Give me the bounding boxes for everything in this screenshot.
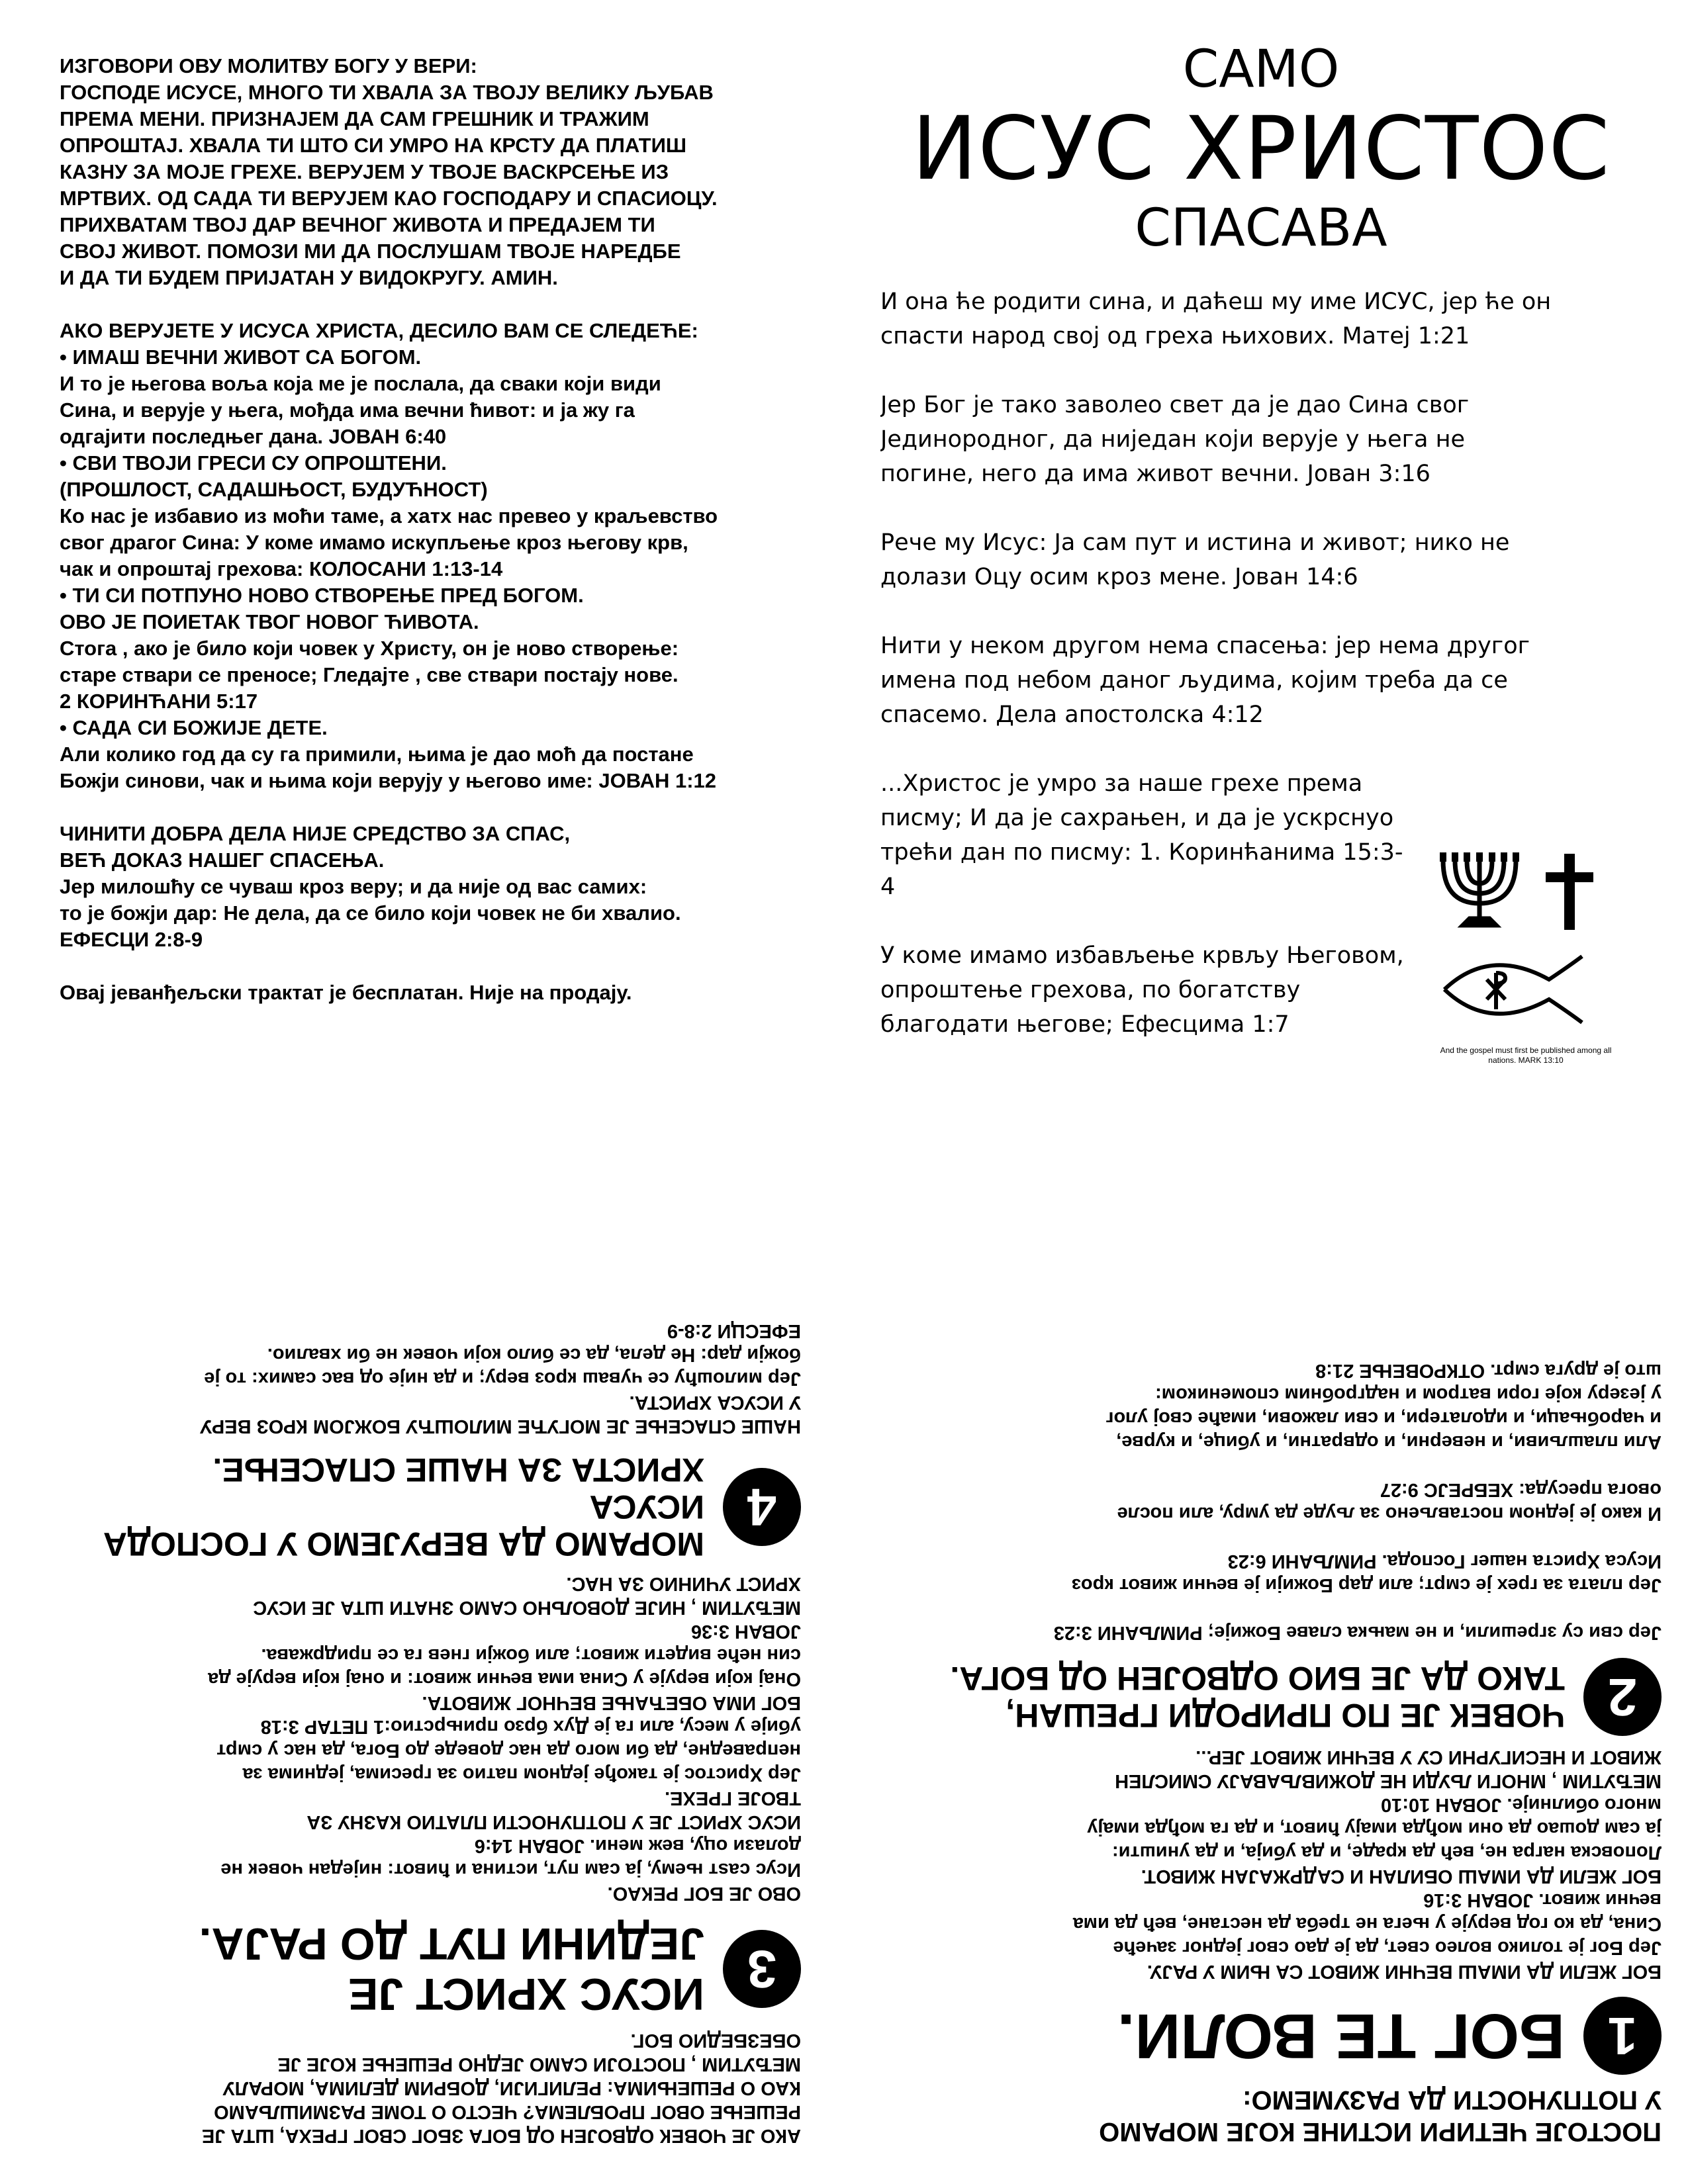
believe-text bbox=[60, 344, 827, 794]
believe-line: 2 КОРИНЋАНИ 5:17 bbox=[60, 690, 258, 713]
truth-3-number-badge: 3 bbox=[723, 1930, 801, 2008]
works-line: ЕФЕСЦИ 2:8-9 bbox=[60, 928, 203, 951]
t3-intro-line: РЕШЕЊЕ ОВОГ ПРОБЛЕМА? ЧЕСТО О ТОМЕ РАЗМИШЉАМО bbox=[214, 2101, 801, 2122]
truth-1-heading-text: БОГ ТЕ ВОЛИ. bbox=[1117, 2001, 1565, 2071]
symbol-caption: And the gospel must first be published among all nations. MARK 13:10 bbox=[1440, 1046, 1612, 1065]
menorah-icon bbox=[1440, 852, 1519, 925]
believe-line: Сина, и верује у њега, мођда има вечни ћивот: и ја жу га bbox=[60, 398, 635, 422]
cross-icon bbox=[1546, 854, 1593, 930]
t2-line: у језеру које гори ватром и надгробним споменикoм: bbox=[1155, 1384, 1662, 1405]
believe-line: Ко нас је избавио из моћи таме, а хатх нас превео у краљевство bbox=[60, 504, 718, 527]
t3-line: МЕЂУТИМ , НИЈЕ ДОВОЉНО САМО ЗНАТИ ШТА ЈЕ ИСУС bbox=[253, 1597, 801, 1618]
t4-line: Јер милошћу се чуваш кроз веру; и да није од вас самих: то је bbox=[204, 1368, 801, 1389]
believe-line: (ПРОШЛОСТ, САДАШЊОСТ, БУДУЋНОСТ) bbox=[60, 478, 488, 501]
truth-2-heading-line-2: ТАКО ДА ЈЕ БИО ОДВОЈЕН ОД БОГА. bbox=[950, 1660, 1565, 1697]
prayer-line: ОПРОШТАЈ. ХВАЛА ТИ ШТО СИ УМРО НА КРСТУ ДА ПЛАТИШ bbox=[60, 134, 687, 157]
t4-line: ЕФЕСЦИ 2:8-9 bbox=[667, 1320, 801, 1342]
title-bottom: СПАСАВА bbox=[1135, 199, 1387, 258]
t3-line: Онај који верује у Сина има вечни живот: и онај који верује да bbox=[208, 1668, 801, 1690]
truth-2-heading-line-1: ЧОВЕК ЈЕ ПО ПРИРОДИ ГРЕШАН, bbox=[1006, 1697, 1565, 1734]
t3-line: ТВОЈЕ ГРЕХЕ. bbox=[665, 1788, 801, 1809]
t1-line: ја сам дошао да они мођда имају ћивот, и да га мођда имају bbox=[1087, 1818, 1662, 1839]
t3-line: ХРИСТ УЧИНИО ЗА НАС. bbox=[566, 1573, 801, 1594]
prayer-panel bbox=[60, 53, 827, 1032]
t3-line: ОВО ЈЕ БОГ РЕКАО. bbox=[607, 1883, 801, 1904]
t1-line: вечни живот. ЈОВАН 3:16 bbox=[1423, 1889, 1662, 1911]
t1-line: БОГ ЖЕЛИ ДА ИМАШ ОБИЛАН И САДРЖАЈАН ЖИВОТ. bbox=[1141, 1866, 1662, 1887]
title-panel bbox=[880, 40, 1642, 1072]
prayer-text bbox=[60, 79, 827, 291]
t4-line: божји дар: Не дела, да се било који човек не би хвалио. bbox=[267, 1344, 801, 1365]
truth-4-heading-line-2: ХРИСТА ЗА НАШЕ СПАСЕЊЕ. bbox=[212, 1451, 704, 1488]
prayer-line: ГОСПОДЕ ИСУСЕ, МНОГО ТИ ХВАЛА ЗА ТВОЈУ ВЕЛИКУ ЉУБАВ bbox=[60, 81, 714, 104]
symbols-graphic bbox=[1436, 847, 1615, 1046]
t1-line: Лоповска награ не, већ да краде, и да убија, и да уништи: bbox=[1111, 1842, 1662, 1863]
t4-line: НАШЕ СПАСЕЊЕ ЈЕ МОГУЋЕ МИЛОШЋУ БОЖЈОМ КРОЗ ВЕРУ bbox=[200, 1416, 801, 1437]
t1-line: Јер Бог је толико волео свет, да је дао свог једног зачеће bbox=[1113, 1937, 1662, 1958]
t3-intro-line: АКО ЈЕ ЧОВЕК ОДВОЈЕН ОД БОГА ЗБОГ СВОГ ГРЕХА, ШТА ЈЕ bbox=[201, 2125, 801, 2146]
truth-3-heading bbox=[40, 1919, 801, 2019]
believe-line: свог драгог Сина: У коме имамо искупљење кроз његову крв, bbox=[60, 531, 688, 554]
believe-line: • САДА СИ БОЖИЈЕ ДЕТЕ. bbox=[60, 716, 328, 739]
truths-1-2-panel bbox=[900, 1135, 1662, 2148]
faith-symbols bbox=[1436, 847, 1615, 1072]
truths-3-4-panel bbox=[40, 1135, 801, 2148]
believe-line: ОВО ЈЕ ПОИЕТАК ТВОГ НОВОГ ЋИВОТА. bbox=[60, 610, 479, 633]
t2-line: и чаробњаци, и идолатери, и сви лажови, имаће свој улог bbox=[1105, 1408, 1662, 1429]
believe-line: Али колико год да су га примили, њима је дао моћ да постане bbox=[60, 743, 694, 766]
believe-line: И то је његова воља која ме је послала, да сваки који види bbox=[60, 372, 661, 395]
believe-title: АКО ВЕРУЈЕТЕ У ИСУСА ХРИСТА, ДЕСИЛО ВАМ СЕ СЛЕДЕЋЕ: bbox=[60, 319, 698, 342]
t3-line: БОГ ИМА ОБЕЋАЊЕ ВЕЧНОГ ЖИВОТА. bbox=[422, 1692, 801, 1713]
t2-line: Јер плата за грех је смрт; али дар Божији је вечни живот кроз bbox=[1071, 1574, 1662, 1596]
prayer-line: И ДА ТИ БУДЕМ ПРИЈАТАН У ВИДОКРУГУ. АМИН. bbox=[60, 266, 558, 289]
t4-line: У ИСУСА ХРИСТА. bbox=[629, 1392, 801, 1413]
works-title-2: ВЕЋ ДОКАЗ НАШЕГ СПАСЕЊА. bbox=[60, 848, 385, 872]
prayer-line: ПРЕМА МЕНИ. ПРИЗНАЈЕМ ДА САМ ГРЕШНИК И ТРАЖИМ bbox=[60, 107, 649, 130]
t3-line: Јер Христос је такође једном патио за гресима, једнима за bbox=[242, 1764, 801, 1785]
t3-intro-line: МЕЂУТИМ , ПОСТОЈИ САМО ЈЕДНО РЕШЕЊЕ КОЈЕ ЈЕ bbox=[277, 2054, 801, 2075]
works-line: то је божји дар: Не дела, да се било који човек не би хвалио. bbox=[60, 901, 681, 925]
believe-line: Божји синови, чак и њима који верују у његово име: ЈОВАН 1:12 bbox=[60, 769, 716, 792]
believe-line: одгајити последњег дана. ЈОВАН 6:40 bbox=[60, 425, 447, 448]
t3-line: син неће видети живот; али божји гнев га се придржава. bbox=[261, 1645, 801, 1666]
t2-line: И како је једном постављено за људе да умру, али после bbox=[1117, 1503, 1662, 1524]
works-line: Јер милошћу се чуваш кроз веру; и да није од вас самих: bbox=[60, 875, 647, 898]
t2-line: Исуса Христа нашег Господа. РИМЉАНИ 6:23 bbox=[1227, 1551, 1662, 1572]
truth-3-heading-line-2: ЈЕДИНИ ПУТ ДО РАЈА. bbox=[199, 1919, 704, 1969]
prayer-line: СВОЈ ЖИВОТ. ПОМОЗИ МИ ДА ПОСЛУШАМ ТВОЈЕ НАРЕДБЕ bbox=[60, 240, 681, 263]
free-note: Овај јеванђељски трактат је бесплатан. Није на продају. bbox=[60, 981, 632, 1004]
t3-intro-line: КАО О РЕШЕЊИМА: РЕЛИГИЈИ, ДОБРИМ ДЕЛИМА, МОРАЛУ bbox=[222, 2077, 801, 2099]
ichthys-chi-rho-icon bbox=[1444, 956, 1582, 1023]
t1-line: Сина, да ко год верује у њега не треба да нестане, већ да има bbox=[1072, 1913, 1662, 1934]
title-main: ИСУС ХРИСТОС bbox=[912, 98, 1611, 200]
truths-intro-line-1: ПОСТОЈЕ ЧЕТИРИ ИСТИНЕ КОЈЕ МОРАМО bbox=[1099, 2117, 1662, 2146]
truth-2-number-badge: 2 bbox=[1583, 1658, 1662, 1736]
believe-line: • ИМАШ ВЕЧНИ ЖИВОТ СА БОГОМ. bbox=[60, 345, 422, 369]
t1-line: много обилније. ЈОВАН 10:10 bbox=[1381, 1794, 1662, 1815]
believe-line: чак и опроштај грехова: КОЛОСАНИ 1:13-14 bbox=[60, 557, 503, 580]
prayer-line: МРТВИХ. ОД САДА ТИ ВЕРУЈЕМ КАО ГОСПОДАРУ И СПАСИОЦУ. bbox=[60, 187, 718, 210]
believe-line: • СВИ ТВОЈИ ГРЕСИ СУ ОПРОШТЕНИ. bbox=[60, 451, 447, 475]
verse: Јер Бог је тако заволео свет да је дао Сина свог Јединородног, да ниједан који верује у њега не погине, него да има живот вечни. Јован 3:16 bbox=[880, 392, 1470, 487]
verse: У коме имамо избављење крвљу Његовом, опроштење грехова, по богатству благодати његове; Ефесцима 1:7 bbox=[880, 942, 1404, 1038]
t3-line: долази оцу, веж мени. ЈОВАН 14:6 bbox=[474, 1835, 801, 1856]
t3-intro-line: ОБЕЗБЕДИО БОГ. bbox=[630, 2030, 801, 2051]
works-title: ЧИНИТИ ДОБРА ДЕЛА НИЈЕ СРЕДСТВО ЗА СПАС, bbox=[60, 822, 571, 845]
truth-4-heading-line-1: МОРАМО ДА ВЕРУЈЕМО У ГОСПОДА ИСУСА bbox=[103, 1488, 704, 1563]
t2-line: Јер сви су згрешили, и не мањка славе Божије; РИМЉАНИ 3:23 bbox=[1053, 1622, 1662, 1643]
verse: ...Христос је умро за наше грехе према писму; И да је сахрањен, и да је ускрснуо трећи дан по писму: 1. Коринћанима 15:3-4 bbox=[880, 770, 1403, 900]
prayer-title: ИЗГОВОРИ ОВУ МОЛИТВУ БОГУ У ВЕРИ: bbox=[60, 54, 477, 77]
t3-line: убије у месу, али га је Дух брзо прињрстио:1 ПЕТАР 3:18 bbox=[260, 1716, 801, 1737]
t1-line: БОГ ЖЕЛИ ДА ИМАШ ВЕЧНИ ЖИВОТ СА ЊИМ У РАЈУ. bbox=[1147, 1961, 1662, 1982]
t3-line: Исус саѕт њему, ја сам пут, истина и ћивот: ниједан човек не bbox=[220, 1859, 801, 1880]
prayer-line: КАЗНУ ЗА МОЈЕ ГРЕХЕ. ВЕРУЈЕМ У ТВОЈЕ ВАСКРСЕЊЕ ИЗ bbox=[60, 160, 669, 183]
truth-1-number-badge: 1 bbox=[1583, 1997, 1662, 2075]
truth-4-heading bbox=[40, 1451, 801, 1563]
t1-line: ЖИВОТ И НЕСИГУРНИ СУ У ВЕЧНИ ЖИВОТ ЈЕР... bbox=[1196, 1747, 1662, 1768]
prayer-line: ПРИХВАТАМ ТВОЈ ДАР ВЕЧНОГ ЖИВОТА И ПРЕДАЈЕМ ТИ bbox=[60, 213, 655, 236]
t2-line: што је друга смрт. ОТКРОВЕЊЕ 21:8 bbox=[1315, 1360, 1662, 1381]
t3-line: неправедне, да би мого да нас доведе до Бога, да нас у смрт bbox=[216, 1740, 801, 1761]
truth-2-heading bbox=[900, 1658, 1662, 1736]
t2-line: овога пресуда: ХЕБРЕЈС 9:27 bbox=[1380, 1479, 1662, 1500]
t3-line: ЈОВАН 3:36 bbox=[690, 1621, 801, 1642]
truth-1-heading bbox=[900, 1997, 1662, 2075]
t3-line: ИСУС ХРИСТ ЈЕ У ПОТПУНОСТИ ПЛАТИО КАЗНУ ЗА bbox=[306, 1811, 801, 1833]
title-top: САМО bbox=[1182, 40, 1340, 99]
t2-line: Али плашљиви, и неверни, и одвратни, и убице, и курве, bbox=[1116, 1432, 1662, 1453]
verse: Нити у неком другом нема спасења: јер нема другог имена под небом даног људима, којим треба да се спасемо. Дела апостолска 4:12 bbox=[880, 633, 1530, 728]
believe-line: • ТИ СИ ПОТПУНО НОВО СТВОРЕЊЕ ПРЕД БОГОМ. bbox=[60, 584, 584, 607]
verse: И она ће родити сина, и даћеш му име ИСУС, јер ће он спасти народ свој од греха њихових. Матеј 1:21 bbox=[880, 289, 1552, 349]
believe-line: старе ствари се преносе; Гледајте , све ствари постају нове. bbox=[60, 663, 679, 686]
verse: Рече му Исус: Ја сам пут и истина и живот; нико не долази Оцу осим кроз мене. Јован 14:6 bbox=[880, 529, 1510, 590]
t1-line: МЕЂУТИМ , МНОГИ ЉУДИ НЕ ДОЖИВЉАВАЈУ СМИСЛЕН bbox=[1115, 1770, 1662, 1792]
truth-4-number-badge: 4 bbox=[723, 1468, 801, 1546]
truth-3-heading-line-1: ИСУС ХРИСТ ЈЕ bbox=[348, 1969, 704, 2019]
believe-line: Стога , ако је било који човек у Христу, он је ново створење: bbox=[60, 637, 679, 660]
truths-intro-line-2: У ПОТПУНОСТИ ДА РАЗУМЕМО: bbox=[1243, 2085, 1662, 2115]
